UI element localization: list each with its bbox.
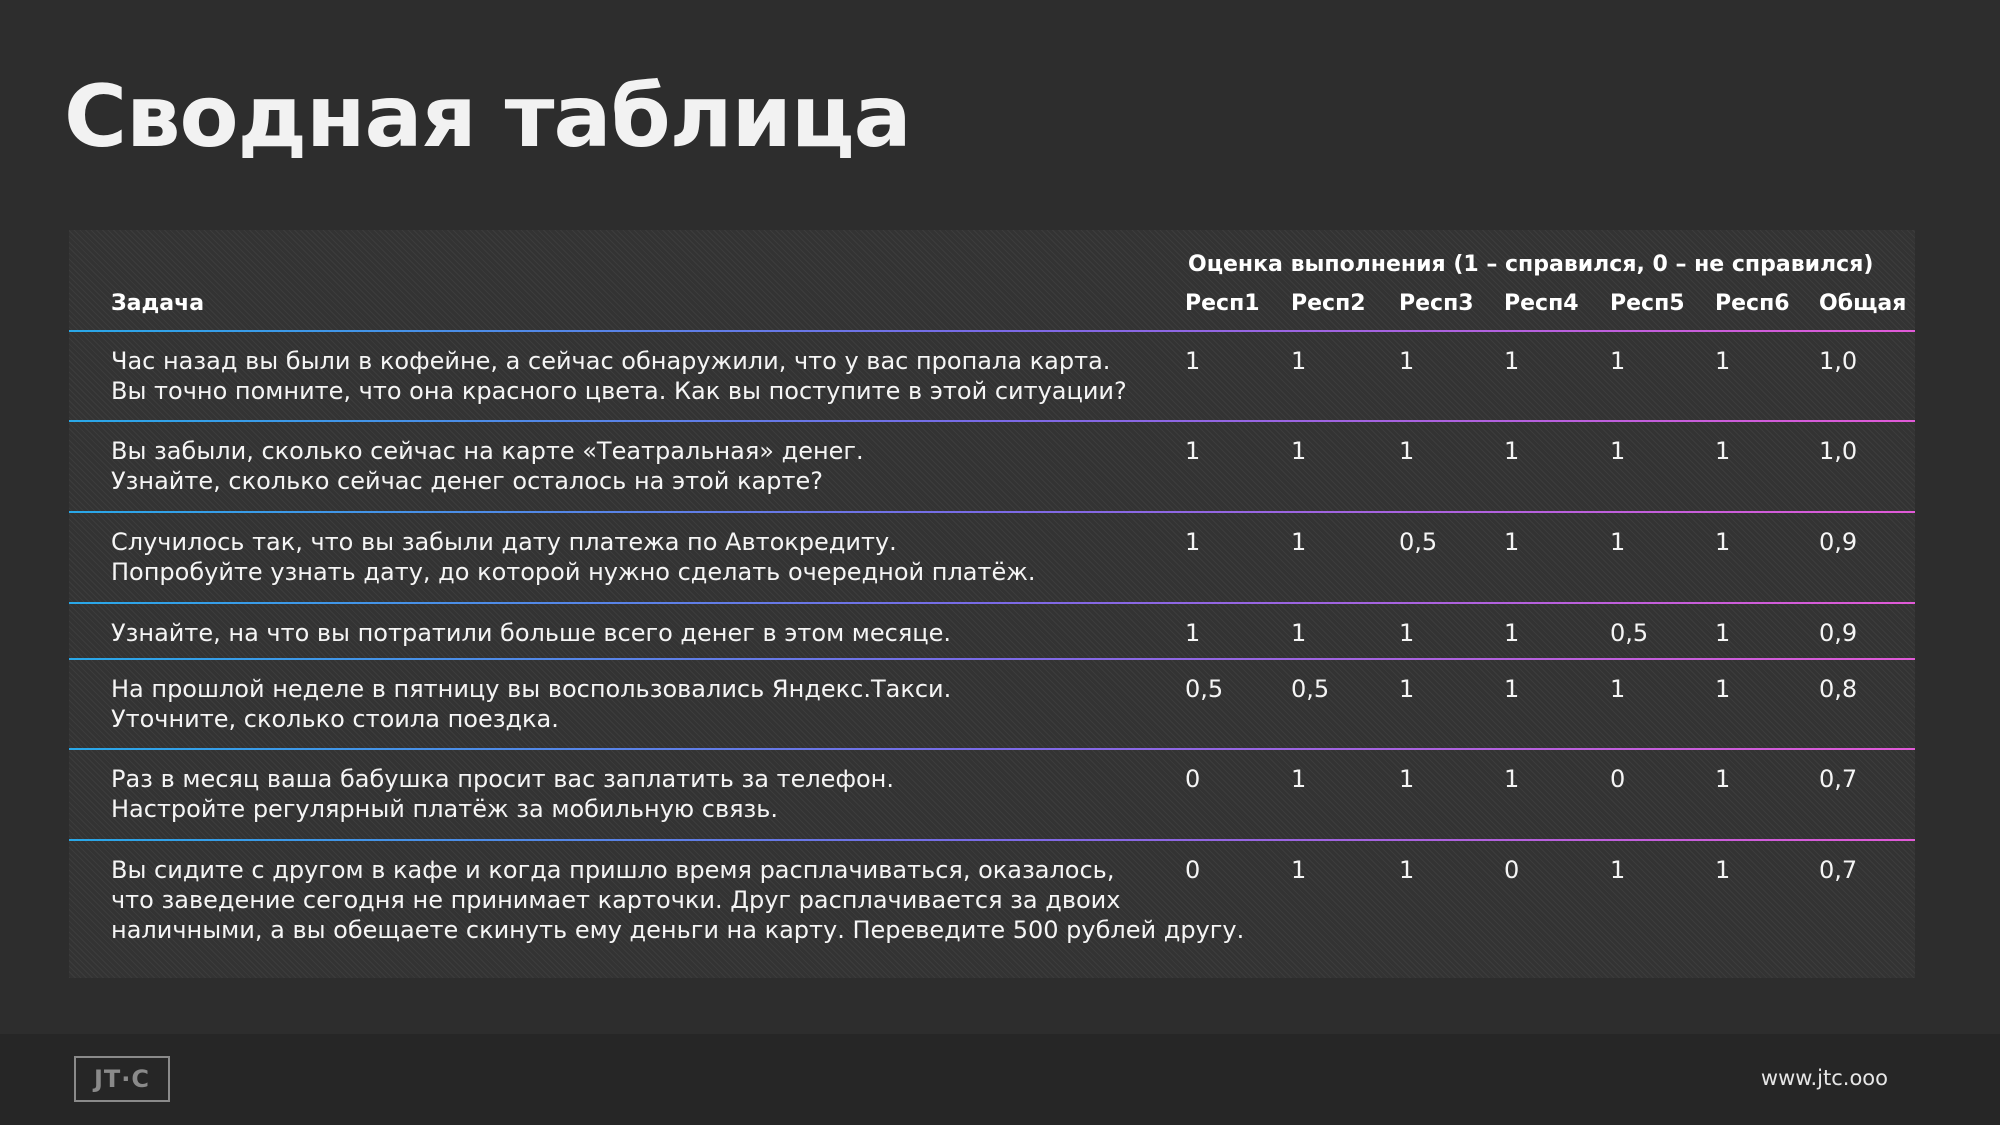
task-text [111,436,864,496]
column-header-total: Общая [1819,291,1907,316]
task-line: На прошлой неделе в пятницу вы воспользовались Яндекс.Такси. [111,675,952,703]
task-line: Попробуйте узнать дату, до которой нужно сделать очередной платёж. [111,558,1036,586]
cell-total: 0,9 [1819,528,1858,556]
footer-url: www.jtc.ooo [1760,1066,1888,1090]
cell-resp6: 1 [1715,347,1731,375]
cell-resp6: 1 [1715,765,1731,793]
cell-resp1: 0,5 [1185,675,1224,703]
table-row [69,750,1915,839]
cell-resp5: 1 [1610,528,1626,556]
cell-resp4: 1 [1504,675,1520,703]
task-text [111,674,951,734]
cell-resp2: 1 [1291,619,1307,647]
cell-resp1: 1 [1185,347,1201,375]
column-header-resp5: Респ5 [1610,291,1685,316]
task-line: Вы точно помните, что она красного цвета. Как вы поступите в этой ситуации? [111,377,1127,405]
cell-resp4: 1 [1504,619,1520,647]
group-header: Оценка выполнения (1 – справился, 0 – не справился) [1188,252,1874,277]
cell-resp5: 0,5 [1610,619,1649,647]
column-header-resp2: Респ2 [1291,291,1366,316]
cell-resp4: 0 [1504,856,1520,884]
cell-resp2: 1 [1291,347,1307,375]
cell-resp1: 1 [1185,528,1201,556]
cell-resp5: 1 [1610,437,1626,465]
cell-resp6: 1 [1715,856,1731,884]
cell-total: 0,7 [1819,856,1858,884]
cell-resp1: 1 [1185,437,1201,465]
task-line: Узнайте, сколько сейчас денег осталось на этой карте? [111,467,823,495]
cell-resp2: 1 [1291,856,1307,884]
cell-resp2: 1 [1291,765,1307,793]
table-row [69,422,1915,511]
cell-resp3: 1 [1399,675,1415,703]
cell-resp2: 0,5 [1291,675,1330,703]
cell-resp3: 1 [1399,856,1415,884]
task-text [111,618,951,648]
column-header-resp1: Респ1 [1185,291,1260,316]
cell-resp4: 1 [1504,765,1520,793]
cell-resp3: 1 [1399,347,1415,375]
task-line: Вы забыли, сколько сейчас на карте «Театральная» денег. [111,437,864,465]
cell-resp2: 1 [1291,528,1307,556]
cell-resp6: 1 [1715,437,1731,465]
cell-resp2: 1 [1291,437,1307,465]
column-header-resp4: Респ4 [1504,291,1579,316]
cell-resp6: 1 [1715,619,1731,647]
cell-resp1: 1 [1185,619,1201,647]
table-row [69,513,1915,602]
column-header-resp6: Респ6 [1715,291,1790,316]
task-text [111,764,894,824]
cell-total: 1,0 [1819,347,1858,375]
cell-resp3: 1 [1399,437,1415,465]
cell-resp5: 1 [1610,856,1626,884]
task-text [111,855,1244,945]
task-text [111,527,1036,587]
table-row [69,841,1915,978]
cell-resp1: 0 [1185,765,1201,793]
cell-total: 1,0 [1819,437,1858,465]
cell-resp1: 0 [1185,856,1201,884]
task-line: Вы сидите с другом в кафе и когда пришло время расплачиваться, оказалось, [111,856,1115,884]
task-text [111,346,1127,406]
cell-resp6: 1 [1715,675,1731,703]
table-row [69,332,1915,420]
task-line: Случилось так, что вы забыли дату платежа по Автокредиту. [111,528,897,556]
cell-resp4: 1 [1504,347,1520,375]
cell-resp4: 1 [1504,528,1520,556]
task-line: наличными, а вы обещаете скинуть ему деньги на карту. Переведите 500 рублей другу. [111,916,1245,944]
page-title: Сводная таблица [64,67,911,167]
task-line: Уточните, сколько стоила поездка. [111,705,559,733]
task-line: Час назад вы были в кофейне, а сейчас обнаружили, что у вас пропала карта. [111,347,1111,375]
footer [0,1034,2000,1125]
column-header-resp3: Респ3 [1399,291,1474,316]
cell-resp5: 1 [1610,347,1626,375]
cell-resp5: 0 [1610,765,1626,793]
cell-resp3: 1 [1399,765,1415,793]
cell-total: 0,9 [1819,619,1858,647]
task-line: Узнайте, на что вы потратили больше всего денег в этом месяце. [111,619,952,647]
task-line: Раз в месяц ваша бабушка просит вас заплатить за телефон. [111,765,894,793]
jtc-logo: JT·C [74,1056,170,1102]
cell-resp3: 0,5 [1399,528,1438,556]
task-line: Настройте регулярный платёж за мобильную связь. [111,795,779,823]
cell-total: 0,7 [1819,765,1858,793]
column-header-task: Задача [111,291,205,316]
table-row [69,604,1915,658]
table-row [69,660,1915,748]
cell-resp5: 1 [1610,675,1626,703]
cell-resp3: 1 [1399,619,1415,647]
cell-total: 0,8 [1819,675,1858,703]
cell-resp6: 1 [1715,528,1731,556]
cell-resp4: 1 [1504,437,1520,465]
task-line: что заведение сегодня не принимает карточки. Друг расплачивается за двоих [111,886,1121,914]
summary-table [69,230,1915,978]
